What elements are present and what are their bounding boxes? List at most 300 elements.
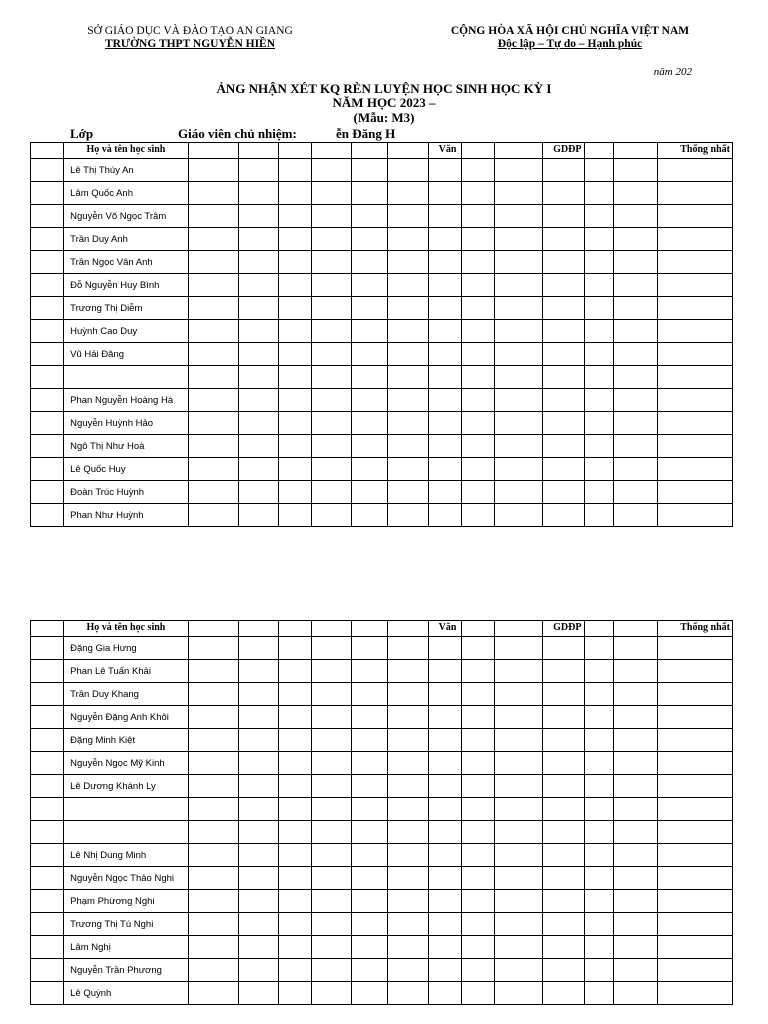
grade-cell <box>494 821 542 844</box>
header-cell <box>494 621 542 637</box>
grade-cell <box>279 821 312 844</box>
grade-cell <box>312 320 352 343</box>
grade-cell <box>312 729 352 752</box>
grade-cell <box>352 867 388 890</box>
grade-cell <box>494 959 542 982</box>
grade-cell <box>543 274 585 297</box>
grade-cell <box>614 159 657 182</box>
header-cell <box>31 143 64 159</box>
grade-cell <box>494 729 542 752</box>
student-name: Ngô Thị Như Hoà <box>64 435 189 458</box>
grade-cell <box>238 867 278 890</box>
grade-cell <box>585 343 614 366</box>
grade-cell <box>388 320 428 343</box>
grade-cell <box>585 821 614 844</box>
student-name: Nguyễn Ngọc Mỹ Kinh <box>64 752 189 775</box>
grade-cell <box>585 660 614 683</box>
grade-cell <box>238 205 278 228</box>
grade-cell <box>494 913 542 936</box>
grade-cell <box>238 297 278 320</box>
table-row <box>31 959 733 982</box>
grade-cell <box>543 729 585 752</box>
student-name: Phan Như Huỳnh <box>64 504 189 527</box>
grade-cell <box>312 251 352 274</box>
student-name: Đặng Minh Kiệt <box>64 729 189 752</box>
header-student-name: Họ và tên học sinh <box>64 143 189 159</box>
grade-cell <box>188 504 238 527</box>
grade-cell <box>238 435 278 458</box>
grade-cell <box>388 159 428 182</box>
grade-cell <box>657 913 732 936</box>
table-row <box>31 458 733 481</box>
student-name: Lê Quỳnh <box>64 982 189 1005</box>
grade-cell <box>585 389 614 412</box>
grade-cell <box>188 890 238 913</box>
grade-cell <box>543 637 585 660</box>
grade-cell <box>494 798 542 821</box>
grade-cell <box>188 936 238 959</box>
header-cell <box>388 143 428 159</box>
grade-cell <box>461 775 494 798</box>
grade-cell <box>428 228 461 251</box>
grade-cell <box>428 752 461 775</box>
grade-cell <box>188 458 238 481</box>
grade-cell <box>238 366 278 389</box>
grade-cell <box>461 706 494 729</box>
grade-cell <box>188 729 238 752</box>
grade-cell <box>279 458 312 481</box>
grade-cell <box>494 297 542 320</box>
grade-cell <box>352 366 388 389</box>
grade-cell <box>31 412 64 435</box>
grade-cell <box>188 844 238 867</box>
grade-cell <box>188 913 238 936</box>
grade-cell <box>543 251 585 274</box>
grade-cell <box>585 752 614 775</box>
grade-cell <box>312 458 352 481</box>
grade-cell <box>657 683 732 706</box>
grade-cell <box>461 660 494 683</box>
header-cell <box>312 621 352 637</box>
table-row <box>31 320 733 343</box>
grade-cell <box>279 890 312 913</box>
grade-cell <box>461 683 494 706</box>
grade-cell <box>388 982 428 1005</box>
grade-cell <box>494 481 542 504</box>
grade-cell <box>614 182 657 205</box>
header-cell <box>461 621 494 637</box>
grade-cell <box>585 913 614 936</box>
grade-cell <box>428 320 461 343</box>
grade-cell <box>388 798 428 821</box>
grade-cell <box>614 343 657 366</box>
grade-cell <box>585 412 614 435</box>
student-name: Trương Thị Diễm <box>64 297 189 320</box>
grade-cell <box>657 182 732 205</box>
grade-cell <box>585 867 614 890</box>
grade-cell <box>585 205 614 228</box>
grade-cell <box>494 412 542 435</box>
student-table-2 <box>30 620 733 1005</box>
grade-cell <box>31 959 64 982</box>
grade-cell <box>352 297 388 320</box>
table-row <box>31 251 733 274</box>
grade-cell <box>352 706 388 729</box>
header-cell <box>279 621 312 637</box>
grade-cell <box>312 366 352 389</box>
grade-cell <box>312 637 352 660</box>
grade-cell <box>188 159 238 182</box>
grade-cell <box>461 798 494 821</box>
grade-cell <box>585 706 614 729</box>
grade-cell <box>428 729 461 752</box>
grade-cell <box>312 752 352 775</box>
grade-cell <box>585 435 614 458</box>
grade-cell <box>494 343 542 366</box>
grade-cell <box>312 412 352 435</box>
header-van: Văn <box>428 143 461 159</box>
grade-cell <box>657 458 732 481</box>
grade-cell <box>614 982 657 1005</box>
grade-cell <box>388 251 428 274</box>
grade-cell <box>312 844 352 867</box>
header-cell <box>312 143 352 159</box>
grade-cell <box>238 913 278 936</box>
table-row <box>31 412 733 435</box>
grade-cell <box>585 251 614 274</box>
grade-cell <box>543 366 585 389</box>
grade-cell <box>543 867 585 890</box>
grade-cell <box>657 890 732 913</box>
grade-cell <box>461 182 494 205</box>
grade-cell <box>188 752 238 775</box>
grade-cell <box>428 706 461 729</box>
grade-cell <box>188 251 238 274</box>
grade-cell <box>238 274 278 297</box>
grade-cell <box>279 844 312 867</box>
grade-cell <box>31 297 64 320</box>
grade-cell <box>428 504 461 527</box>
grade-cell <box>428 959 461 982</box>
grade-cell <box>657 481 732 504</box>
grade-cell <box>614 504 657 527</box>
table-row <box>31 205 733 228</box>
grade-cell <box>428 936 461 959</box>
grade-cell <box>543 412 585 435</box>
table-row <box>31 982 733 1005</box>
grade-cell <box>461 343 494 366</box>
grade-cell <box>614 412 657 435</box>
grade-cell <box>388 504 428 527</box>
grade-cell <box>461 844 494 867</box>
document-date: năm 202 <box>653 66 692 78</box>
grade-cell <box>428 481 461 504</box>
grade-cell <box>238 182 278 205</box>
grade-cell <box>388 706 428 729</box>
grade-cell <box>461 412 494 435</box>
grade-cell <box>657 821 732 844</box>
grade-cell <box>657 844 732 867</box>
republic-name: CỘNG HÒA XÃ HỘI CHỦ NGHĨA VIỆT NAM <box>450 25 690 37</box>
header-cell <box>188 621 238 637</box>
table-row <box>31 752 733 775</box>
grade-cell <box>238 251 278 274</box>
grade-cell <box>388 637 428 660</box>
student-name: Huỳnh Cao Duy <box>64 320 189 343</box>
grade-cell <box>543 389 585 412</box>
student-name: Nguyễn Ngọc Thảo Nghi <box>64 867 189 890</box>
grade-cell <box>614 389 657 412</box>
grade-cell <box>657 798 732 821</box>
grade-cell <box>31 366 64 389</box>
grade-cell <box>543 504 585 527</box>
grade-cell <box>312 706 352 729</box>
student-name <box>64 366 189 389</box>
grade-cell <box>585 274 614 297</box>
grade-cell <box>657 752 732 775</box>
grade-cell <box>188 775 238 798</box>
grade-cell <box>614 205 657 228</box>
grade-cell <box>494 683 542 706</box>
grade-cell <box>614 228 657 251</box>
grade-cell <box>188 182 238 205</box>
grade-cell <box>352 343 388 366</box>
grade-cell <box>188 228 238 251</box>
grade-cell <box>238 729 278 752</box>
grade-cell <box>428 844 461 867</box>
grade-cell <box>238 683 278 706</box>
grade-cell <box>657 660 732 683</box>
grade-cell <box>279 366 312 389</box>
grade-cell <box>188 274 238 297</box>
header-gddp: GDĐP <box>543 621 585 637</box>
table-row <box>31 504 733 527</box>
grade-cell <box>461 936 494 959</box>
grade-cell <box>352 844 388 867</box>
table-row <box>31 182 733 205</box>
student-name: Trần Duy Anh <box>64 228 189 251</box>
grade-cell <box>614 936 657 959</box>
grade-cell <box>352 936 388 959</box>
grade-cell <box>461 913 494 936</box>
grade-cell <box>188 389 238 412</box>
grade-cell <box>461 205 494 228</box>
grade-cell <box>494 775 542 798</box>
student-name: Nguyễn Huỳnh Hảo <box>64 412 189 435</box>
grade-cell <box>543 959 585 982</box>
grade-cell <box>31 660 64 683</box>
grade-cell <box>657 959 732 982</box>
grade-cell <box>352 159 388 182</box>
student-name: Lâm Quốc Anh <box>64 182 189 205</box>
grade-cell <box>279 274 312 297</box>
student-name: Lê Dương Khánh Ly <box>64 775 189 798</box>
grade-cell <box>461 274 494 297</box>
grade-cell <box>461 366 494 389</box>
grade-cell <box>31 481 64 504</box>
grade-cell <box>352 481 388 504</box>
student-name: Đỗ Nguyễn Huy Bình <box>64 274 189 297</box>
table-row <box>31 366 733 389</box>
grade-cell <box>657 366 732 389</box>
grade-cell <box>352 959 388 982</box>
grade-cell <box>614 752 657 775</box>
grade-cell <box>279 867 312 890</box>
grade-cell <box>388 481 428 504</box>
table-row <box>31 683 733 706</box>
grade-cell <box>31 775 64 798</box>
table-header-row <box>31 143 733 159</box>
grade-cell <box>188 683 238 706</box>
grade-cell <box>657 205 732 228</box>
grade-cell <box>188 867 238 890</box>
grade-cell <box>312 982 352 1005</box>
grade-cell <box>585 504 614 527</box>
grade-cell <box>238 844 278 867</box>
grade-cell <box>428 274 461 297</box>
grade-cell <box>388 205 428 228</box>
grade-cell <box>461 228 494 251</box>
grade-cell <box>388 959 428 982</box>
grade-cell <box>312 389 352 412</box>
grade-cell <box>585 775 614 798</box>
grade-cell <box>31 504 64 527</box>
grade-cell <box>543 435 585 458</box>
grade-cell <box>188 320 238 343</box>
grade-cell <box>461 637 494 660</box>
grade-cell <box>312 821 352 844</box>
grade-cell <box>312 481 352 504</box>
grade-cell <box>543 752 585 775</box>
table-row <box>31 660 733 683</box>
table-row <box>31 913 733 936</box>
grade-cell <box>312 775 352 798</box>
grade-cell <box>585 297 614 320</box>
grade-cell <box>428 867 461 890</box>
grade-cell <box>543 320 585 343</box>
grade-cell <box>461 435 494 458</box>
document-title: ẢNG NHẬN XÉT KQ RÈN LUYỆN HỌC SINH HỌC KỲ I <box>216 81 552 96</box>
grade-cell <box>388 867 428 890</box>
grade-cell <box>388 936 428 959</box>
grade-cell <box>543 343 585 366</box>
student-name <box>64 798 189 821</box>
grade-cell <box>428 389 461 412</box>
grade-cell <box>461 481 494 504</box>
grade-cell <box>543 458 585 481</box>
grade-cell <box>614 775 657 798</box>
grade-cell <box>279 205 312 228</box>
grade-cell <box>543 890 585 913</box>
grade-cell <box>614 867 657 890</box>
grade-cell <box>614 844 657 867</box>
grade-cell <box>31 706 64 729</box>
grade-cell <box>352 182 388 205</box>
school-name: TRƯỜNG THPT NGUYỄN HIỀN <box>104 38 276 50</box>
table-row <box>31 481 733 504</box>
grade-cell <box>238 982 278 1005</box>
grade-cell <box>31 343 64 366</box>
department-name: SỞ GIÁO DỤC VÀ ĐÀO TẠO AN GIANG <box>87 25 293 37</box>
grade-cell <box>494 982 542 1005</box>
grade-cell <box>543 936 585 959</box>
grade-cell <box>388 775 428 798</box>
grade-cell <box>31 890 64 913</box>
grade-cell <box>279 251 312 274</box>
grade-cell <box>279 729 312 752</box>
grade-cell <box>388 752 428 775</box>
grade-cell <box>543 660 585 683</box>
grade-cell <box>388 182 428 205</box>
grade-cell <box>352 798 388 821</box>
grade-cell <box>543 159 585 182</box>
grade-cell <box>614 706 657 729</box>
grade-cell <box>188 297 238 320</box>
grade-cell <box>614 458 657 481</box>
grade-cell <box>238 412 278 435</box>
student-name: Lâm Nghị <box>64 936 189 959</box>
grade-cell <box>585 982 614 1005</box>
grade-cell <box>238 821 278 844</box>
grade-cell <box>428 159 461 182</box>
grade-cell <box>494 389 542 412</box>
grade-cell <box>494 205 542 228</box>
grade-cell <box>188 706 238 729</box>
grade-cell <box>585 228 614 251</box>
grade-cell <box>585 481 614 504</box>
grade-cell <box>494 274 542 297</box>
grade-cell <box>279 159 312 182</box>
grade-cell <box>428 297 461 320</box>
grade-cell <box>312 660 352 683</box>
grade-cell <box>494 182 542 205</box>
grade-cell <box>312 936 352 959</box>
grade-cell <box>428 412 461 435</box>
grade-cell <box>543 913 585 936</box>
grade-cell <box>279 320 312 343</box>
grade-cell <box>657 504 732 527</box>
grade-cell <box>428 798 461 821</box>
grade-cell <box>657 320 732 343</box>
grade-cell <box>614 366 657 389</box>
grade-cell <box>614 637 657 660</box>
grade-cell <box>279 343 312 366</box>
grade-cell <box>279 228 312 251</box>
grade-cell <box>312 504 352 527</box>
grade-cell <box>312 798 352 821</box>
grade-cell <box>657 228 732 251</box>
grade-cell <box>238 481 278 504</box>
grade-cell <box>352 251 388 274</box>
grade-cell <box>188 481 238 504</box>
grade-cell <box>585 729 614 752</box>
grade-cell <box>279 412 312 435</box>
grade-cell <box>31 251 64 274</box>
header-cell <box>461 143 494 159</box>
header-cell <box>352 143 388 159</box>
table-row <box>31 228 733 251</box>
grade-cell <box>238 890 278 913</box>
grade-cell <box>657 389 732 412</box>
grade-cell <box>657 274 732 297</box>
student-name: Đoàn Trúc Huỳnh <box>64 481 189 504</box>
grade-cell <box>585 844 614 867</box>
grade-cell <box>461 504 494 527</box>
grade-cell <box>188 798 238 821</box>
header-thong-nhat: Thống nhất <box>657 143 732 159</box>
grade-cell <box>188 366 238 389</box>
grade-cell <box>657 729 732 752</box>
